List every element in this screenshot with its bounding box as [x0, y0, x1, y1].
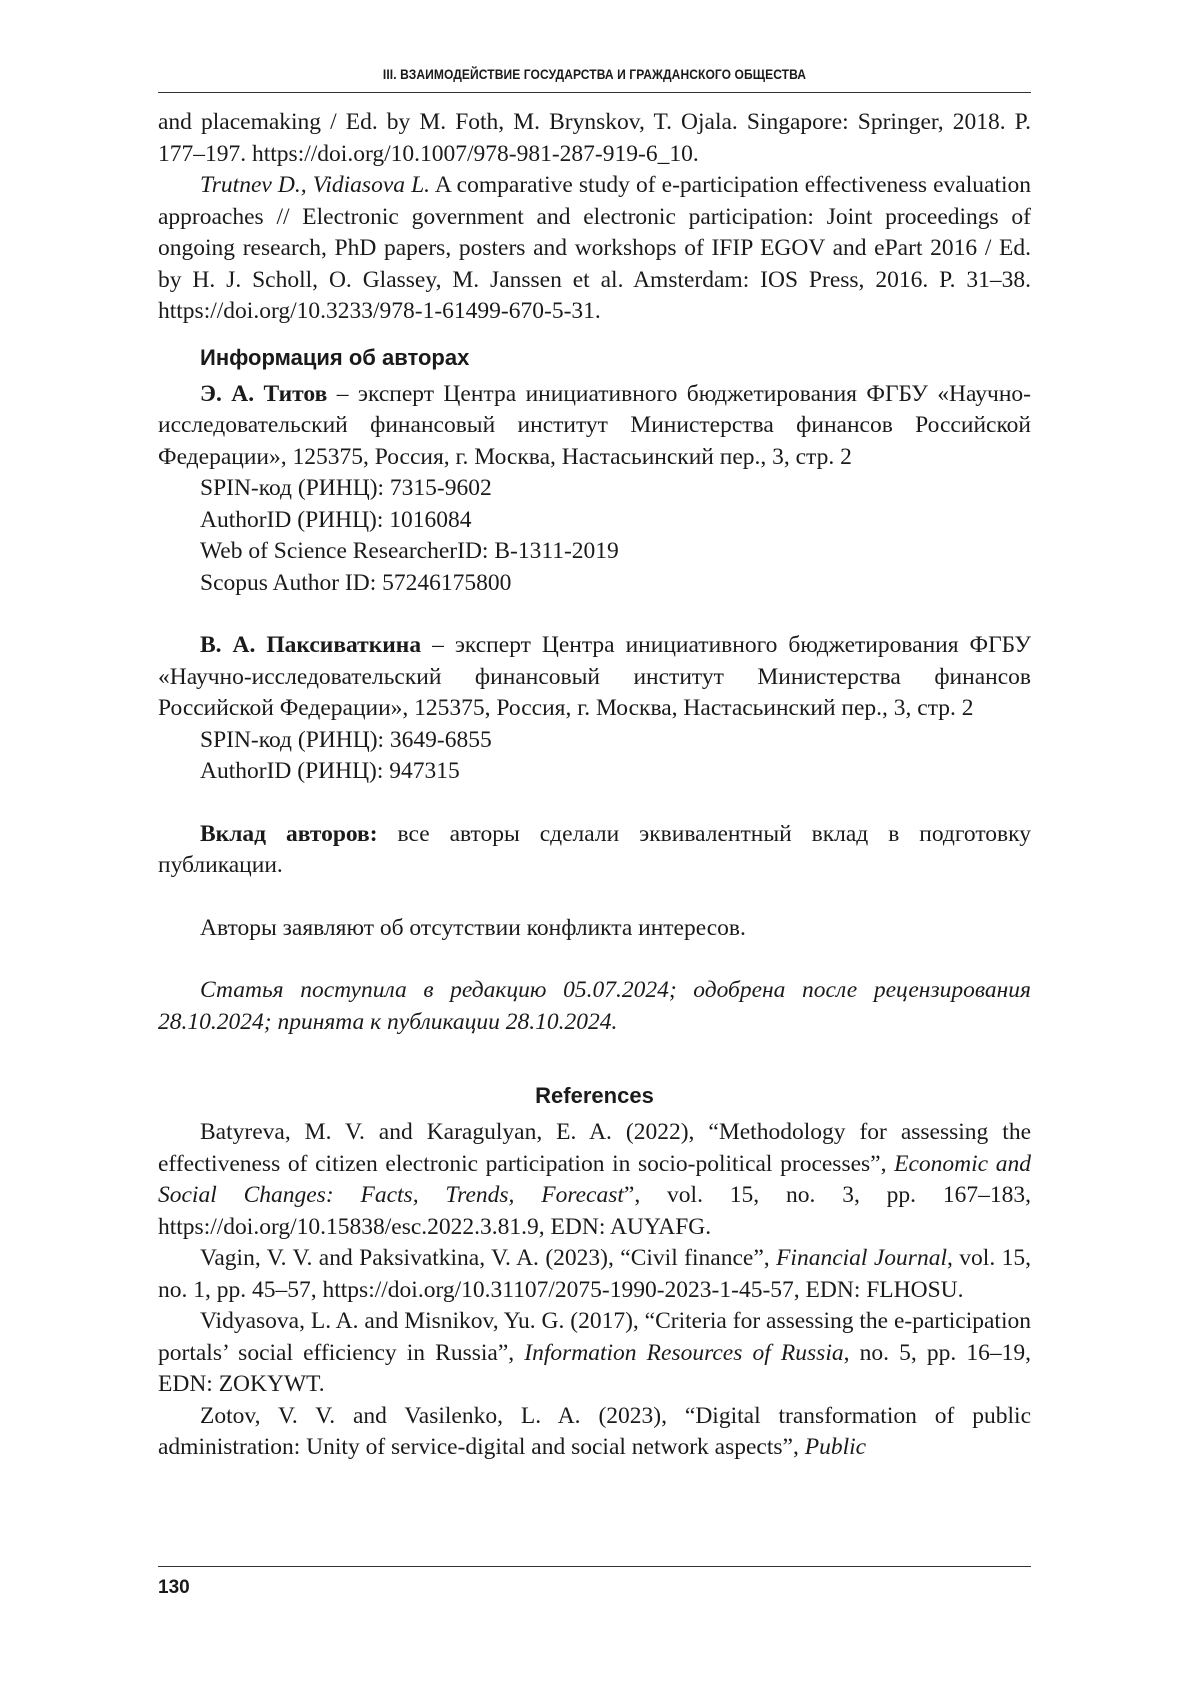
author-1-id: Scopus Author ID: 57246175800 [200, 569, 512, 596]
reference-text: Vidyasova, L. A. and Misnikov, Yu. G. (2017), “Criteria for assessing the e-participation portals’ social efficiency in Russia”, [158, 1308, 1031, 1366]
running-head: III. ВЗАИМОДЕЙСТВИЕ ГОСУДАРСТВА И ГРАЖДАНСКОГО ОБЩЕСТВА [382, 66, 807, 82]
author-1-description: – эксперт Центра инициативного бюджетирования ФГБУ «Научно-исследовательский финансовый институт Министерства финансов Российской Федерации», 125375, Россия, г. Москва, Настасьинский пер., 3, стр. 2 [158, 380, 1031, 470]
reference-item [158, 1243, 1031, 1306]
header-rule [158, 92, 1031, 93]
reference-text: A comparative study of e-participation effectiveness evaluation approaches // Electronic government and electronic participation: Joint proceedings of ongoing research, PhD papers, posters and workshops of IFIP EGOV and ePart 2016 / Ed. by H. J. Scholl, O. Glassey, M. Janssen et al. Amsterdam: IOS Press, 2016. P. 31–38. https://doi.org/10.3233/978-1-61499-670-5-31. [158, 172, 1031, 324]
reference-continuation: and placemaking / Ed. by M. Foth, M. Brynskov, T. Ojala. Singapore: Springer, 2018. P. 177–197. https://doi.org/10.1007/978-981-287-919-6_10. [158, 109, 1031, 167]
reference-journal: Public [804, 1434, 867, 1460]
reference-item [158, 1117, 1031, 1243]
author-2-id: SPIN-код (РИНЦ): 3649-6855 [200, 726, 492, 753]
reference-item [158, 1401, 1031, 1464]
reference-text: Zotov, V. V. and Vasilenko, L. A. (2023), “Digital transformation of public administration: Unity of service-digital and social network aspects”, [158, 1402, 1031, 1460]
author-1-id: Web of Science ResearcherID: B-1311-2019 [200, 538, 619, 564]
reference-text: , vol. 15, no. 1, pp. 45–57, https://doi.org/10.31107/2075-1990-2023-1-45-57, EDN: FLHOSU. [158, 1245, 1032, 1303]
spacer [158, 599, 1031, 630]
reference-text: Vagin, V. V. and Paksivatkina, V. A. (2023), “Civil finance”, [200, 1245, 777, 1271]
contribution-label: Вклад авторов: [200, 820, 378, 847]
author-2-description: – эксперт Центра инициативного бюджетирования ФГБУ «Научно-исследовательский финансовый институт Министерства финансов Российской Федерации», 125375, Россия, г. Москва, Настасьинский пер., 3, стр. 2 [158, 632, 1031, 721]
author-1-bio [158, 379, 1031, 474]
footer-rule [158, 1566, 1031, 1567]
spacer [158, 882, 1031, 913]
author-2-bio [158, 630, 1031, 725]
author-1-id: AuthorID (РИНЦ): 1016084 [200, 506, 472, 533]
spacer [158, 944, 1031, 975]
article-dates-text: Статья поступила в редакцию 05.07.2024; одобрена после рецензирования 28.10.2024; принята к публикации 28.10.2024. [158, 977, 1031, 1035]
page-number: 130 [158, 1577, 190, 1598]
author-1-id: SPIN-код (РИНЦ): 7315-9602 [200, 475, 492, 501]
reference-authors: Trutnev D., Vidiasova L. [200, 172, 431, 198]
reference-text: , no. 5, pp. 16–19, EDN: ZOKYWT. [158, 1339, 1031, 1397]
reference-journal: Information Resources of Russia [524, 1339, 844, 1366]
conflict-statement: Авторы заявляют об отсутствии конфликта интересов. [200, 914, 746, 941]
authors-contribution [158, 819, 1031, 882]
spacer [158, 1038, 1031, 1080]
references-heading: References [535, 1083, 654, 1108]
reference-text: ”, vol. 15, no. 3, pp. 167–183, https://doi.org/10.15838/esc.2022.3.81.9, EDN: AUYAFG. [158, 1182, 1031, 1240]
author-1-name: Э. А. Титов [200, 380, 328, 407]
contribution-text: все авторы сделали эквивалентный вклад в подготовку публикации. [158, 820, 1031, 878]
page-body [158, 107, 1031, 1464]
reference-journal: Economic and Social Changes: Facts, Trends, Forecast [158, 1150, 1031, 1208]
reference-journal: Financial Journal [776, 1245, 947, 1271]
reference-trutnev [158, 170, 1031, 328]
authors-info-heading: Информация об авторах [200, 344, 470, 370]
spacer [158, 788, 1031, 819]
author-2-name: В. А. Паксиваткина [200, 632, 422, 658]
reference-text: Batyreva, M. V. and Karagulyan, E. A. (2022), “Methodology for assessing the effectiveness of citizen electronic participation in socio-political processes”, [158, 1119, 1031, 1177]
author-2-id: AuthorID (РИНЦ): 947315 [200, 758, 460, 784]
reference-item [158, 1306, 1031, 1401]
article-dates [158, 975, 1031, 1038]
